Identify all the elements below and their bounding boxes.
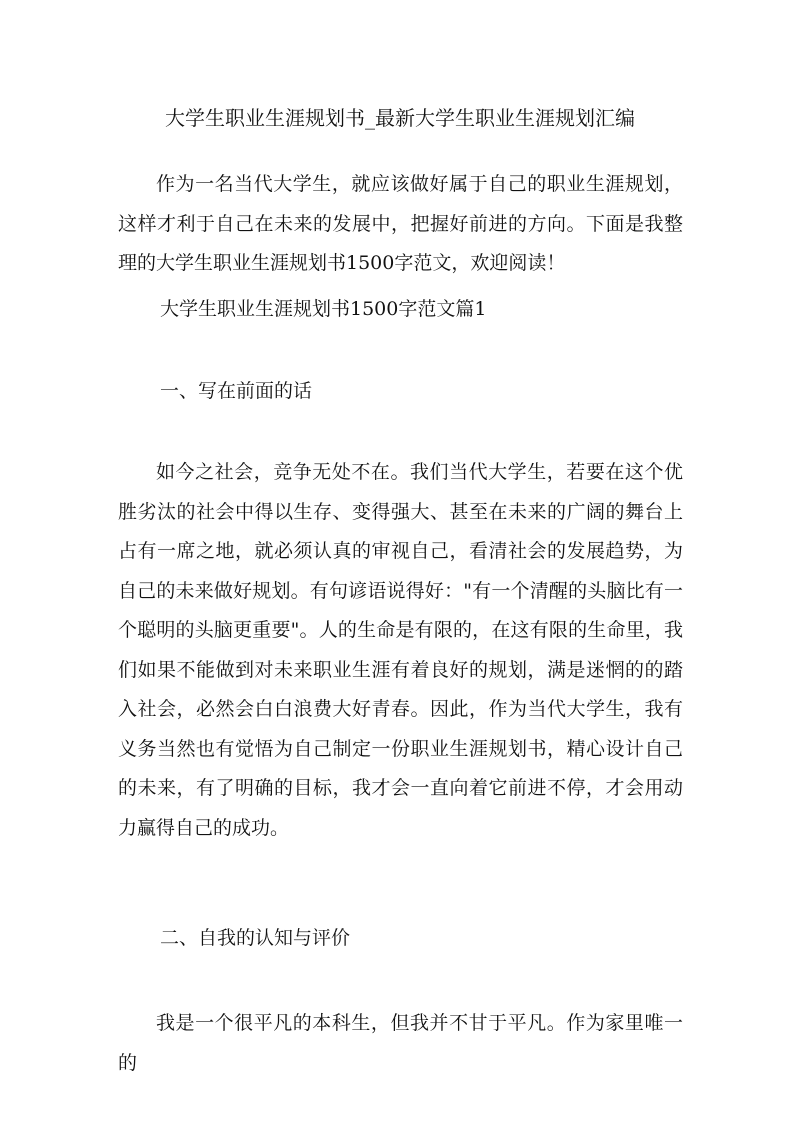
section-heading-1: 一、写在前面的话 <box>160 380 313 402</box>
article-title: 大学生职业生涯规划书1500字范文篇1 <box>160 298 487 320</box>
section-1-paragraph: 如今之社会，竞争无处不在。我们当代大学生，若要在这个优胜劣汰的社会中得以生存、变得强大、甚至在未来的广阔的舞台上占有一席之地，就必须认真的审视自己，看清社会的发展趋势，为自己的未来做好规划。有句谚语说得好："有一个清醒的头脑比有一个聪明的头脑更重要"。人的生命是有限的，在这有限的生命里，我们如果不能做到对未来职业生涯有着良好的规划，满是迷惘的的踏入社会，必然会白白浪费大好青春。因此，作为当代大学生，我有义务当然也有觉悟为自己制定一份职业生涯规划书，精心设计自己的未来，有了明确的目标，我才会一直向着它前进不停，才会用动力赢得自己的成功。 <box>118 461 683 839</box>
section-2-paragraph: 我是一个很平凡的本科生，但我并不甘于平凡。作为家里唯一的 <box>118 1012 683 1074</box>
intro-paragraph: 作为一名当代大学生，就应该做好属于自己的职业生涯规划，这样才利于自己在未来的发展中，把握好前进的方向。下面是我整理的大学生职业生涯规划书1500字范文，欢迎阅读！ <box>118 173 683 274</box>
document-title: 大学生职业生涯规划书_最新大学生职业生涯规划汇编 <box>165 106 635 130</box>
section-heading-2: 二、自我的认知与评价 <box>160 927 351 949</box>
